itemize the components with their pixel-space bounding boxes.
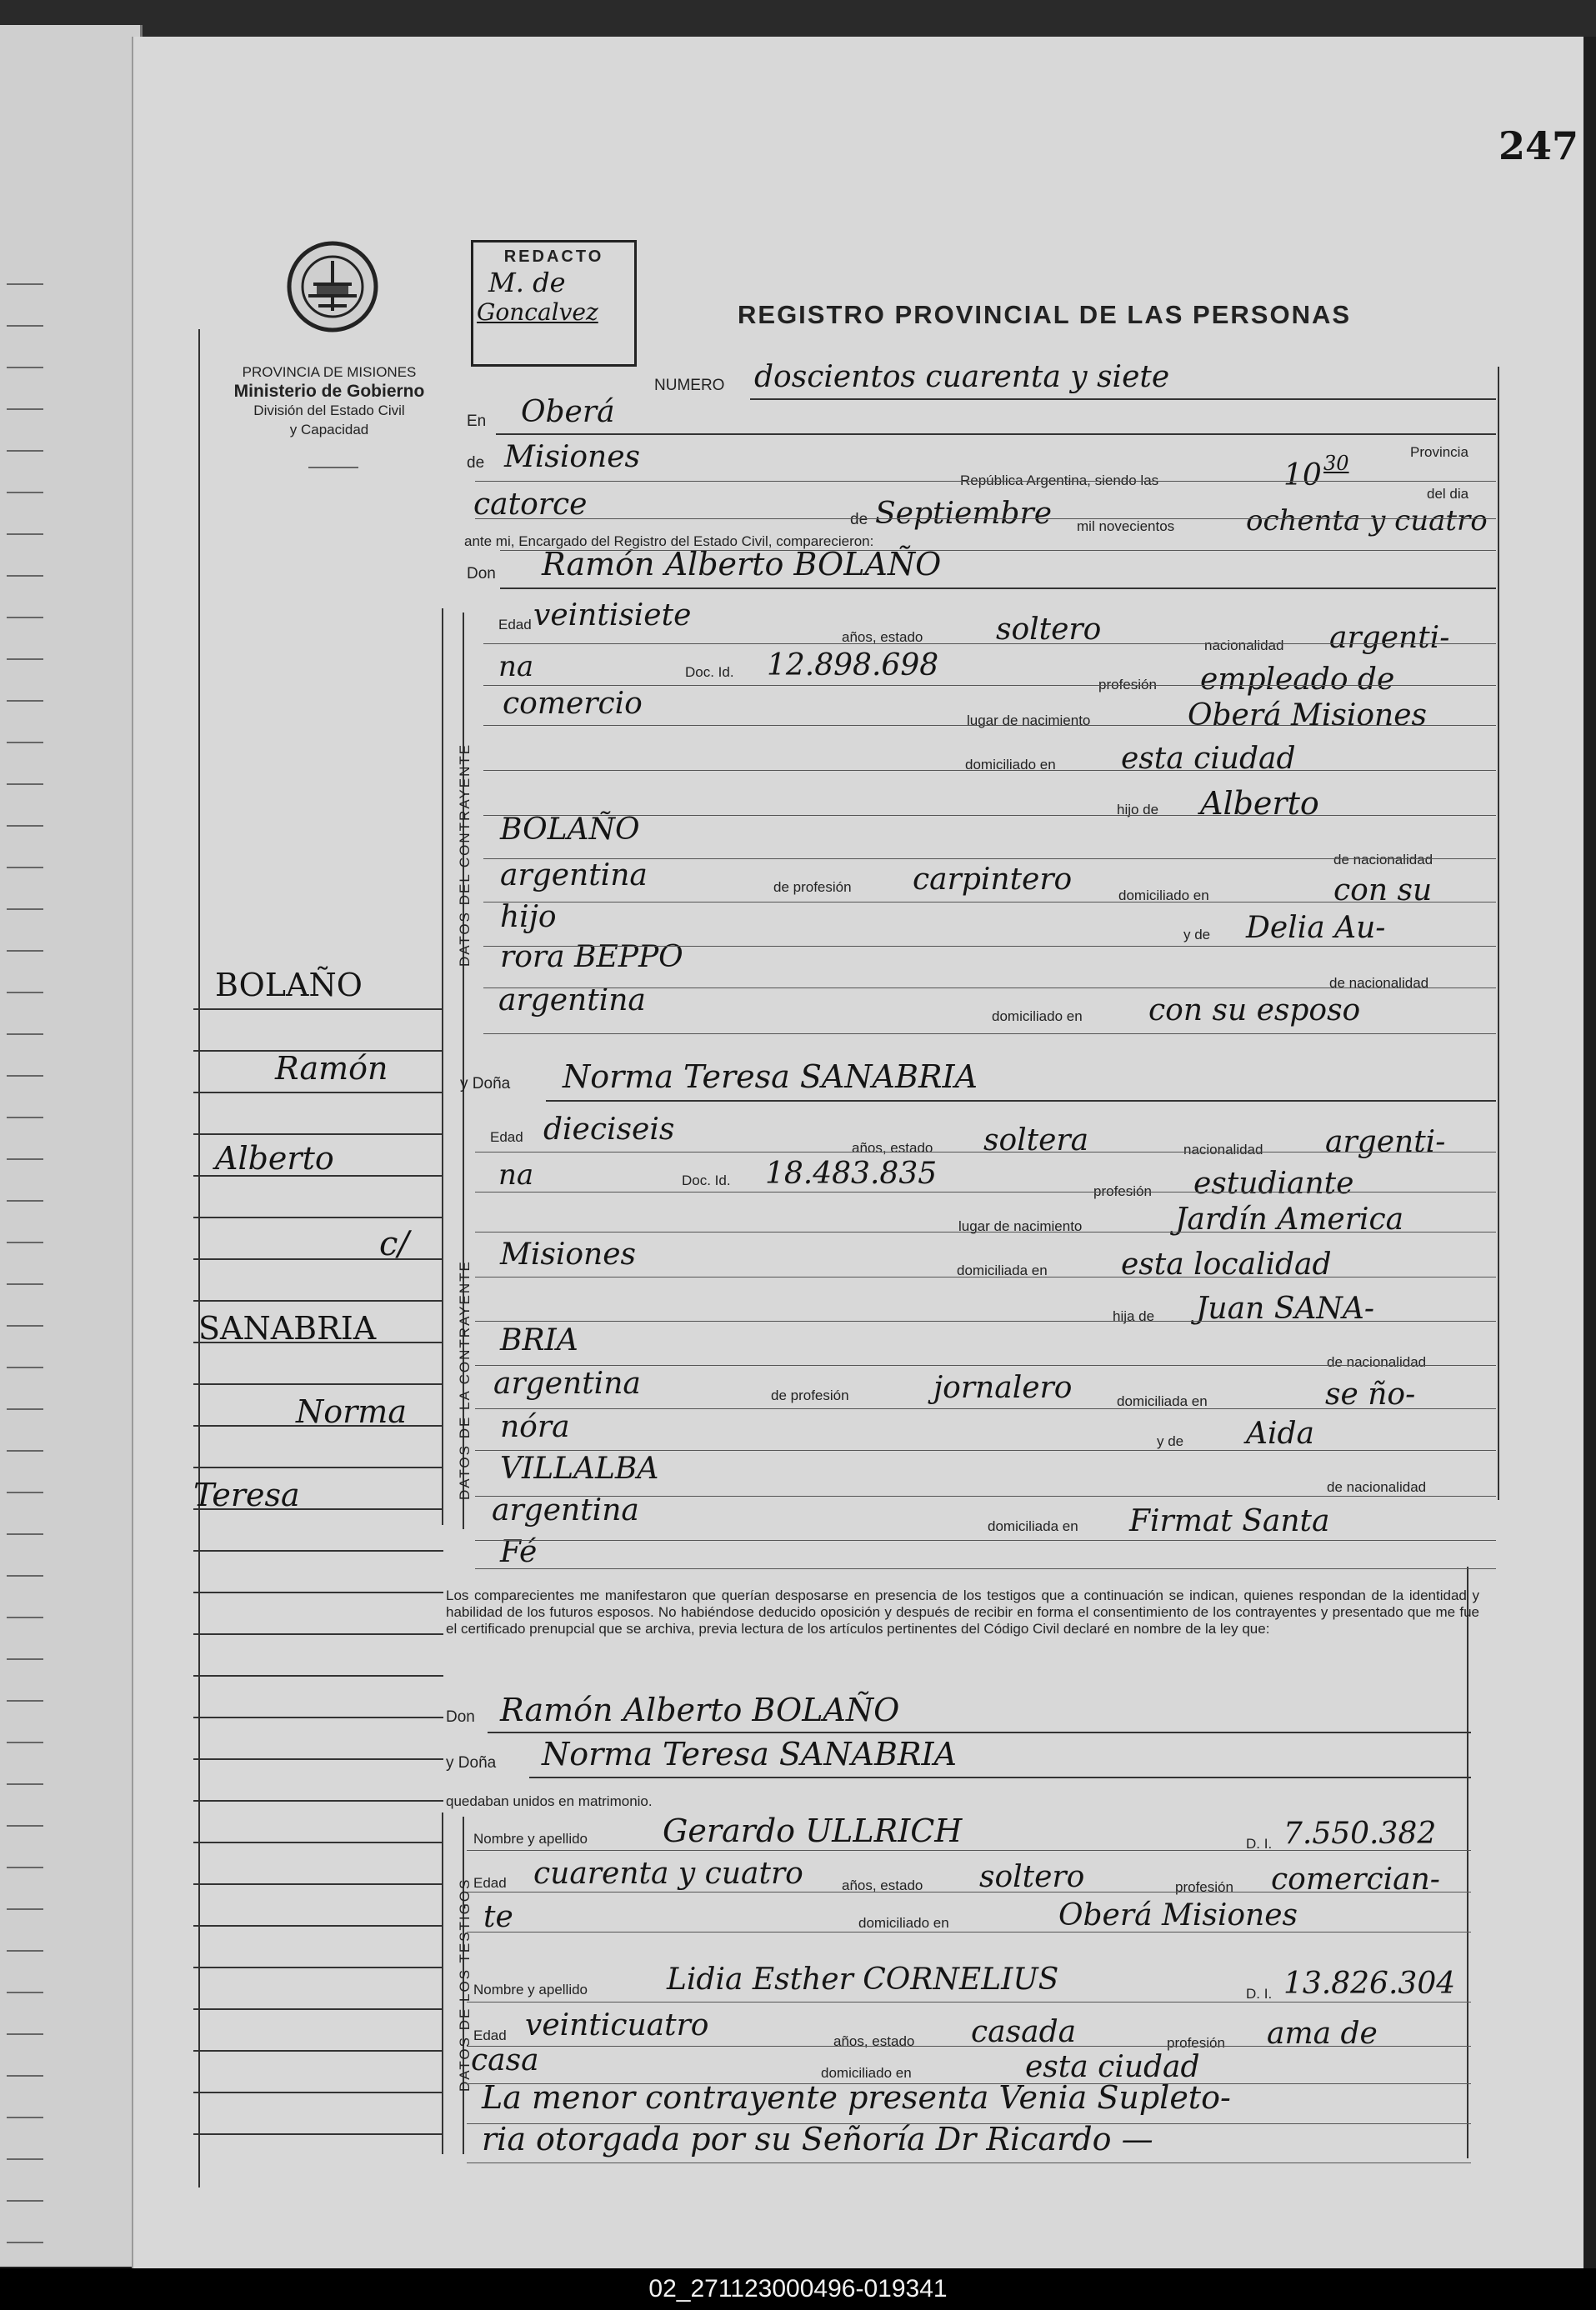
stamp-title: REDACTO xyxy=(503,248,604,266)
numero-rule xyxy=(750,398,1496,400)
bride-father-prof-label: de profesión xyxy=(771,1388,849,1403)
minutes-value: 30 xyxy=(1323,452,1349,475)
bride-edad-label: Edad xyxy=(490,1129,523,1145)
bride-father-dom-label: domiciliada en xyxy=(1117,1393,1208,1409)
bride-estado: soltera xyxy=(983,1123,1089,1158)
form-rule xyxy=(500,550,1496,551)
w2-edad-label: Edad xyxy=(473,2028,507,2043)
don-rule xyxy=(500,588,1496,589)
provincial-seal-icon xyxy=(283,238,382,336)
dona-label: y Doña xyxy=(460,1075,511,1092)
w2-prof2: casa xyxy=(471,2043,539,2078)
margin-rule xyxy=(193,1592,443,1593)
ledger-line xyxy=(7,575,43,577)
ledger-line xyxy=(7,1533,43,1535)
margin-rule xyxy=(193,1383,443,1385)
dona-rule xyxy=(546,1100,1496,1102)
bride-name: Norma Teresa SANABRIA xyxy=(563,1058,978,1095)
groom-mother-dom-label: domiciliado en xyxy=(992,1008,1083,1024)
form-rule xyxy=(483,1033,1496,1034)
ledger-line xyxy=(7,825,43,827)
w2-dom: esta ciudad xyxy=(1025,2050,1200,2084)
bride-y-de-label: y de xyxy=(1157,1433,1184,1449)
dia-value: catorce xyxy=(473,488,588,522)
bride-nac-label: nacionalidad xyxy=(1183,1142,1263,1158)
ledger-line xyxy=(7,1450,43,1452)
groom-father-prof: carpintero xyxy=(913,862,1073,897)
en-value: Oberá xyxy=(521,395,615,429)
groom-father-prof-label: de profesión xyxy=(773,879,852,895)
form-rule xyxy=(475,481,1496,482)
w2-estado-label: años, estado xyxy=(833,2033,915,2049)
ledger-line xyxy=(7,325,43,327)
groom-mother-nac: argentina xyxy=(498,983,646,1018)
ledger-line xyxy=(7,1867,43,1868)
label-datos-la-contrayente: DATOS DE LA CONTRAYENTE xyxy=(457,1260,473,1500)
groom-father-dom2: hijo xyxy=(500,900,557,934)
form-rule xyxy=(483,946,1496,947)
ledger-line xyxy=(7,492,43,493)
margin-rule xyxy=(193,1842,443,1843)
ledger-line xyxy=(7,408,43,410)
w1-edad: cuarenta y cuatro xyxy=(533,1857,803,1891)
declared-dona-label: y Doña xyxy=(446,1754,497,1772)
numero-label: NUMERO xyxy=(654,377,725,394)
de2-label: de xyxy=(850,511,868,528)
declared-don: Ramón Alberto BOLAÑO xyxy=(500,1692,900,1728)
anio-value: ochenta y cuatro xyxy=(1246,504,1488,538)
form-rule xyxy=(483,815,1496,816)
bride-lugar1: Jardín America xyxy=(1175,1202,1404,1237)
bride-father-dom1: se ño- xyxy=(1325,1378,1416,1412)
bride-edad: dieciseis xyxy=(543,1112,675,1147)
margin-rule xyxy=(193,1133,443,1135)
margin-rule xyxy=(193,1425,443,1427)
label-datos-contrayente: DATOS DEL CONTRAYENTE xyxy=(457,742,473,967)
mes-value: Septiembre xyxy=(875,497,1052,531)
ledger-line xyxy=(7,867,43,868)
groom-father-nac: argentina xyxy=(500,858,648,892)
form-rule xyxy=(475,1321,1496,1322)
form-rule xyxy=(467,2046,1471,2047)
groom-doc-label: Doc. Id. xyxy=(685,664,734,680)
bride-nac2: na xyxy=(498,1158,534,1192)
bride-doc: 18.483.835 xyxy=(765,1157,938,1191)
margin-rule xyxy=(193,1967,443,1968)
ledger-line xyxy=(7,2075,43,2077)
groom-nac2: na xyxy=(498,650,534,683)
margin-first: Ramón xyxy=(275,1050,388,1087)
margin-rule xyxy=(193,2133,443,2135)
declared-dona: Norma Teresa SANABRIA xyxy=(542,1736,957,1772)
margin-c: c/ xyxy=(379,1225,409,1263)
form-rule xyxy=(475,1496,1496,1497)
form-rule xyxy=(483,725,1496,726)
margin-rule xyxy=(193,2008,443,2010)
ledger-line xyxy=(7,617,43,618)
bride-mother-nac: argentina xyxy=(492,1493,639,1528)
form-rule xyxy=(483,685,1496,686)
w1-dom-label: domiciliado en xyxy=(858,1915,949,1931)
groom-father-last: BOLAÑO xyxy=(500,812,640,847)
groom-father-dom-label: domiciliado en xyxy=(1118,888,1209,903)
ledger-line xyxy=(7,1283,43,1285)
margin-rule xyxy=(193,1925,443,1927)
bride-dom: esta localidad xyxy=(1121,1248,1332,1282)
w2-prof-label: profesión xyxy=(1167,2035,1225,2051)
form-rule xyxy=(467,2083,1471,2084)
declared-don-rule xyxy=(488,1732,1471,1733)
groom-mother1: Delia Au- xyxy=(1246,911,1386,945)
margin-rule xyxy=(193,1758,443,1760)
groom-mother2: rora BEPPO xyxy=(500,940,683,974)
ledger-line xyxy=(7,1492,43,1493)
bride-mother1: Aida xyxy=(1246,1417,1315,1451)
groom-y-de-label: y de xyxy=(1183,927,1211,942)
form-rule xyxy=(475,518,1496,519)
margin-rule xyxy=(193,1217,443,1218)
margin-rule xyxy=(193,2050,443,2052)
w2-edad: veinticuatro xyxy=(525,2008,709,2042)
hour-value: 10 xyxy=(1283,458,1322,492)
ledger-line xyxy=(7,1242,43,1243)
margin-rule xyxy=(193,1550,443,1552)
note-line1: La menor contrayente presenta Venia Supleto- xyxy=(482,2079,1231,2116)
w1-estado: soltero xyxy=(979,1860,1085,1894)
top-dark-edge xyxy=(0,0,1596,37)
bride-father-prof: jornalero xyxy=(933,1371,1073,1405)
groom-doc: 12.898.698 xyxy=(767,648,939,682)
provincia-label: Provincia xyxy=(1410,444,1468,460)
margin-rule xyxy=(193,1675,443,1677)
w2-prof: ama de xyxy=(1267,2017,1378,2051)
groom-nac-label: nacionalidad xyxy=(1204,638,1284,653)
w1-prof1: comercian- xyxy=(1271,1862,1440,1897)
w2-di-label: D. I. xyxy=(1246,1986,1273,2002)
bride-mother-dom2: Fé xyxy=(500,1535,538,1569)
ledger-line xyxy=(7,1658,43,1660)
w1-nombre-label: Nombre y apellido xyxy=(473,1831,588,1847)
w1-dom: Oberá Misiones xyxy=(1058,1898,1298,1932)
del-dia-label: del dia xyxy=(1427,486,1469,502)
margin-rule xyxy=(193,1800,443,1802)
ledger-line xyxy=(7,1908,43,1910)
ledger-line xyxy=(7,700,43,702)
form-rule xyxy=(475,1450,1496,1451)
margin-rule xyxy=(193,1175,443,1177)
left-facing-page xyxy=(0,25,143,2267)
groom-lugar: Oberá Misiones xyxy=(1188,698,1427,732)
bride-nac1: argenti- xyxy=(1325,1125,1446,1159)
stamp-line2: Goncalvez xyxy=(477,298,598,326)
margin-rule xyxy=(193,1258,443,1260)
form-rule xyxy=(475,1365,1496,1366)
form-rule xyxy=(483,643,1496,644)
note-line2: ria otorgada por su Señoría Dr Ricardo — xyxy=(482,2121,1153,2158)
ledger-line xyxy=(7,1617,43,1618)
w2-estado: casada xyxy=(971,2015,1077,2049)
ledger-line xyxy=(7,1992,43,1993)
declaration-text: Los comparecientes me manifestaron que querían desposarse en presencia de los testigos que a continuación se indican, quienes respondan de la identidad y habilidad de los futuros esposos. No habiéndose deducido oposición y después de recibir en forma el consentimiento de los contrayentes y presentado que me fue el certificado prenupcial que se archiva, previa lectura de los artículos pertinentes del Código Civil declaré en nombre de la ley que: xyxy=(446,1588,1479,1637)
label-datos-testigos: DATOS DE LOS TESTIGOS xyxy=(457,1878,473,2092)
ledger-line xyxy=(7,1783,43,1785)
org-ministry: Ministerio de Gobierno xyxy=(233,382,425,401)
bride-prof: estudiante xyxy=(1193,1167,1354,1201)
ledger-line xyxy=(7,2200,43,2202)
republica-label: República Argentina, siendo las xyxy=(960,472,1159,488)
ledger-line xyxy=(7,1200,43,1202)
de-value: Misiones xyxy=(504,440,641,474)
groom-lugar-label: lugar de nacimiento xyxy=(967,712,1091,728)
form-rule xyxy=(467,2123,1471,2124)
w2-dom-label: domiciliado en xyxy=(821,2065,912,2081)
ledger-line xyxy=(7,2242,43,2243)
groom-name: Ramón Alberto BOLAÑO xyxy=(542,546,942,582)
form-rule xyxy=(475,1408,1496,1409)
groom-prof1: empleado de xyxy=(1200,662,1395,697)
page-number: 247 xyxy=(1498,123,1579,168)
margin-rule xyxy=(193,2092,443,2093)
margin-middle: Alberto xyxy=(215,1140,334,1177)
groom-prof-label: profesión xyxy=(1098,677,1157,692)
w1-prof-label: profesión xyxy=(1175,1879,1233,1895)
redacto-stamp xyxy=(471,240,637,367)
groom-dom-label: domiciliado en xyxy=(965,757,1056,772)
w2-nombre-label: Nombre y apellido xyxy=(473,1982,588,1998)
groom-estado-label: años, estado xyxy=(842,629,923,645)
ledger-line xyxy=(7,450,43,452)
groom-father-dom1: con su xyxy=(1333,873,1433,908)
inner-border xyxy=(442,608,443,1525)
ledger-line xyxy=(7,1367,43,1368)
bride-dom-label: domiciliada en xyxy=(957,1262,1048,1278)
ledger-line xyxy=(7,742,43,743)
form-rule xyxy=(483,858,1496,859)
margin-rule xyxy=(193,1883,443,1885)
margin-rule xyxy=(193,1342,443,1343)
ledger-line xyxy=(7,1117,43,1118)
right-border-lower xyxy=(1467,1567,1468,2158)
groom-mother-dom: con su esposo xyxy=(1148,993,1361,1028)
bride-prof-label: profesión xyxy=(1093,1183,1152,1199)
ledger-line xyxy=(7,1950,43,1952)
bride-mother2: VILLALBA xyxy=(500,1452,659,1486)
bride-mother-dom-label: domiciliada en xyxy=(988,1518,1078,1534)
ledger-line xyxy=(7,658,43,660)
image-caption: 02_271123000496-019341 xyxy=(0,2268,1596,2310)
ledger-line xyxy=(7,992,43,993)
ledger-line xyxy=(7,783,43,785)
w1-prof2: te xyxy=(483,1900,513,1934)
bride-father-nac-label: de nacionalidad xyxy=(1327,1354,1427,1370)
margin-bride-surname: SANABRIA xyxy=(198,1310,377,1347)
groom-estado: soltero xyxy=(996,612,1102,647)
form-rule xyxy=(475,1540,1496,1541)
bride-hija-label: hija de xyxy=(1113,1308,1155,1324)
bride-father2: BRIA xyxy=(500,1323,578,1358)
w1-estado-label: años, estado xyxy=(842,1878,923,1893)
form-rule xyxy=(475,1568,1496,1569)
margin-rule xyxy=(193,1717,443,1718)
groom-edad: veintisiete xyxy=(533,598,692,632)
form-rule xyxy=(483,770,1496,771)
groom-dom: esta ciudad xyxy=(1121,742,1296,776)
ledger-line xyxy=(7,1742,43,1743)
w2-name: Lidia Esther CORNELIUS xyxy=(667,1962,1059,1997)
w1-edad-label: Edad xyxy=(473,1875,507,1891)
margin-rule xyxy=(193,1633,443,1635)
margin-rule xyxy=(193,1300,443,1302)
bride-father-dom2: nóra xyxy=(500,1410,570,1444)
ledger-line xyxy=(7,2033,43,2035)
groom-nac1: argenti- xyxy=(1329,621,1450,655)
groom-hijo-label: hijo de xyxy=(1117,802,1159,818)
w1-di-label: D. I. xyxy=(1246,1836,1273,1852)
en-label: En xyxy=(467,412,487,430)
ledger-line xyxy=(7,908,43,910)
margin-rule xyxy=(193,1050,443,1052)
ledger-line xyxy=(7,950,43,952)
margin-bride-middle: Teresa xyxy=(193,1477,300,1513)
org-capacity: y Capacidad xyxy=(289,422,369,438)
ledger-line xyxy=(7,2117,43,2118)
bride-father1: Juan SANA- xyxy=(1196,1292,1375,1326)
bride-doc-label: Doc. Id. xyxy=(682,1172,731,1188)
bride-estado-label: años, estado xyxy=(852,1140,933,1156)
margin-rule xyxy=(193,1008,443,1010)
w1-di: 7.550.382 xyxy=(1283,1817,1437,1851)
de-label: de xyxy=(467,454,485,472)
margin-rule xyxy=(193,1467,443,1468)
groom-mother-nac-label: de nacionalidad xyxy=(1329,975,1429,991)
groom-prof2: comercio xyxy=(503,687,643,721)
right-border xyxy=(1498,367,1499,1500)
bride-father-nac: argentina xyxy=(493,1367,641,1401)
en-rule xyxy=(496,433,1496,435)
form-rule xyxy=(467,2162,1471,2163)
margin-rule xyxy=(193,1508,443,1510)
ledger-line xyxy=(7,1075,43,1077)
bride-lugar-label: lugar de nacimiento xyxy=(958,1218,1083,1234)
numero-value: doscientos cuarenta y siete xyxy=(754,360,1170,394)
org-divider xyxy=(308,467,358,468)
ante-mi-label: ante mi, Encargado del Registro del Estado Civil, comparecieron: xyxy=(464,533,874,549)
bride-mother-nac-label: de nacionalidad xyxy=(1327,1479,1427,1495)
declared-don-label: Don xyxy=(446,1708,475,1726)
bride-lugar2: Misiones xyxy=(500,1238,637,1272)
don-label: Don xyxy=(467,565,496,582)
ledger-line xyxy=(7,1158,43,1160)
bride-mother-dom1: Firmat Santa xyxy=(1129,1504,1330,1538)
ledger-line xyxy=(7,1575,43,1577)
groom-father-nac-label: de nacionalidad xyxy=(1333,852,1433,868)
declared-dona-rule xyxy=(529,1777,1471,1778)
ledger-line xyxy=(7,1325,43,1327)
ledger-line xyxy=(7,1033,43,1035)
form-rule xyxy=(467,1850,1471,1851)
ledger-line xyxy=(7,2158,43,2160)
org-province: PROVINCIA DE MISIONES xyxy=(242,364,417,380)
org-division: División del Estado Civil xyxy=(253,402,405,418)
w1-name: Gerardo ULLRICH xyxy=(663,1812,963,1849)
margin-surname: BOLAÑO xyxy=(215,967,363,1003)
margin-bride-first: Norma xyxy=(296,1393,407,1430)
groom-father-first: Alberto xyxy=(1200,785,1319,822)
ledger-line xyxy=(7,283,43,285)
groom-edad-label: Edad xyxy=(498,617,532,632)
stamp-line1: M. de xyxy=(488,267,566,298)
mil-novecientos-label: mil novecientos xyxy=(1077,518,1175,534)
page-title: REGISTRO PROVINCIAL DE LAS PERSONAS xyxy=(738,300,1352,329)
ledger-line xyxy=(7,1408,43,1410)
w2-di: 13.826.304 xyxy=(1283,1967,1456,2001)
inner-border-witness xyxy=(442,1812,443,2154)
ledger-line xyxy=(7,1825,43,1827)
ledger-line xyxy=(7,533,43,535)
issuing-office xyxy=(208,362,450,439)
form-rule xyxy=(475,1277,1496,1278)
quedaban-label: quedaban unidos en matrimonio. xyxy=(446,1793,653,1809)
ledger-line xyxy=(7,1700,43,1702)
margin-rule xyxy=(193,1092,443,1093)
ledger-line xyxy=(7,367,43,368)
